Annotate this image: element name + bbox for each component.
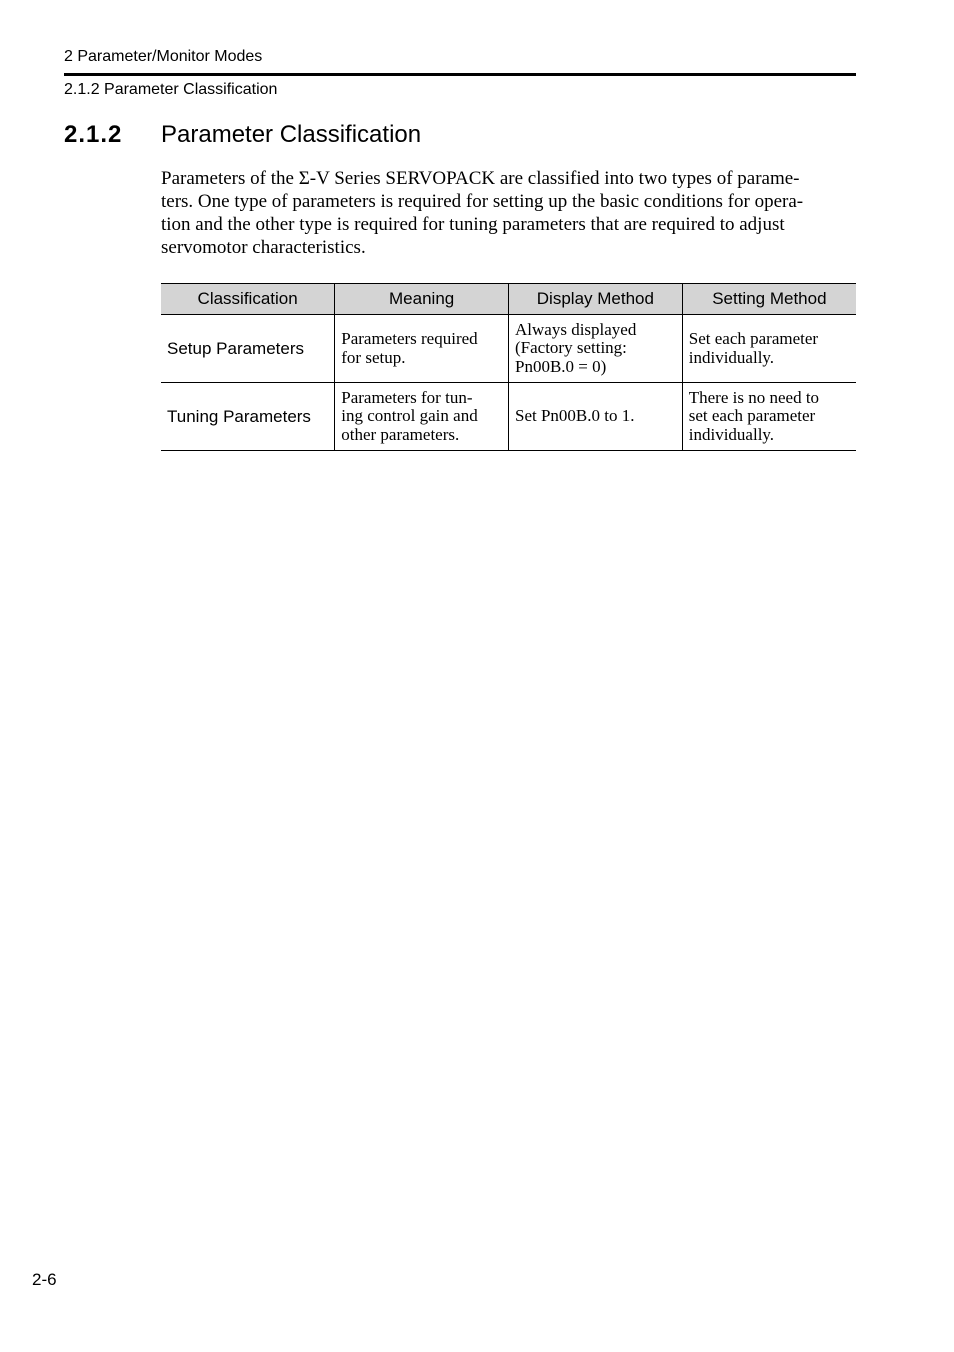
cell-display-method: Always displayed (Factory setting: Pn00B.0 = 0) (509, 315, 683, 383)
cell-setting-method: There is no need to set each parameter individually. (682, 383, 856, 451)
cell-display-method: Set Pn00B.0 to 1. (509, 383, 683, 451)
header-display-method: Display Method (509, 284, 683, 315)
table-row (161, 315, 856, 383)
cell-classification: Tuning Parameters (161, 383, 335, 451)
header-meaning: Meaning (335, 284, 509, 315)
table-header-row (161, 284, 856, 315)
section-title: Parameter Classification (161, 121, 422, 148)
intro-line: Parameters of the Σ-V Series SERVOPACK are classified into two types of parame- (161, 168, 800, 189)
parameter-classification-table (161, 283, 856, 451)
page-number: 2-6 (32, 1270, 57, 1289)
cell-setting-method: Set each parameter individually. (682, 315, 856, 383)
header-classification: Classification (161, 284, 335, 315)
intro-line: ters. One type of parameters is required for setting up the basic conditions for opera- (161, 191, 804, 212)
running-header-chapter: 2 Parameter/Monitor Modes (64, 48, 263, 65)
running-header-section: 2.1.2 Parameter Classification (64, 81, 278, 98)
cell-classification: Setup Parameters (161, 315, 335, 383)
header-rule (64, 73, 856, 76)
table-row (161, 383, 856, 451)
header-setting-method: Setting Method (682, 284, 856, 315)
intro-paragraph (161, 167, 856, 259)
intro-line: tion and the other type is required for tuning parameters that are required to adjust (161, 214, 785, 235)
cell-meaning: Parameters for tun- ing control gain and other parameters. (335, 383, 509, 451)
section-number: 2.1.2 (64, 121, 123, 148)
cell-meaning: Parameters required for setup. (335, 315, 509, 383)
intro-line: servomotor characteristics. (161, 237, 366, 258)
